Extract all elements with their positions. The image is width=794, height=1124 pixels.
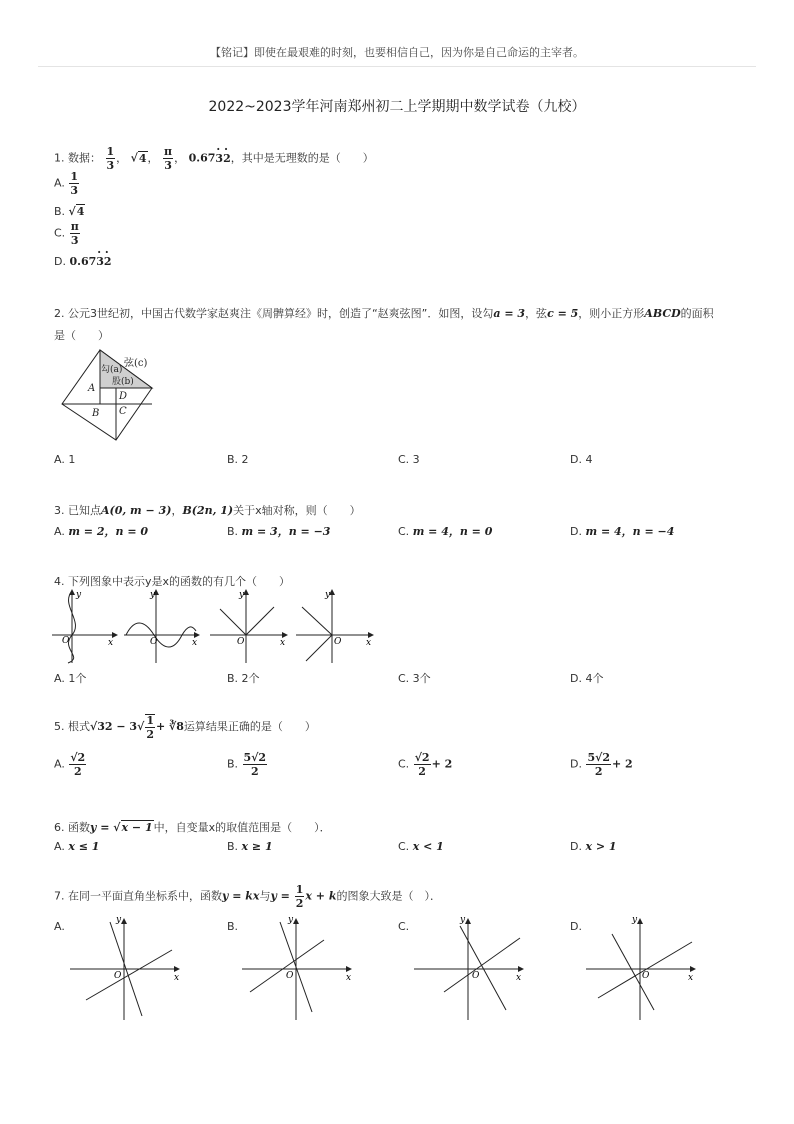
svg-text:O: O: [286, 971, 294, 981]
header-divider: [38, 66, 756, 67]
q1-frac-pi-3: $\frac{\pi}{3}$: [164, 145, 173, 172]
label-B: B: [92, 408, 100, 419]
q7-option-d[interactable]: D.: [570, 920, 582, 933]
svg-text:y: y: [239, 590, 245, 600]
svg-text:y: y: [632, 915, 638, 925]
label-gu: 股(b): [112, 377, 134, 387]
q5-option-d[interactable]: D. $\frac{5√2}{2}$ + 2: [570, 751, 633, 778]
svg-text:y: y: [460, 915, 466, 925]
zhao-shuang-figure: [58, 346, 160, 444]
label-A: A: [88, 383, 96, 394]
q4-stem: 4. 下列图象中表示y是x的函数的有几个（ ）: [54, 575, 291, 588]
label-C: C: [119, 406, 127, 417]
svg-text:x: x: [366, 638, 372, 648]
motto: 【铭记】即使在最艰难的时刻，也要相信自己，因为你是自己命运的主宰者。: [210, 46, 584, 59]
q3-stem: 3. 已知点A(0, m − 3)，B(2n, 1)关于x轴对称，则（ ）: [54, 504, 361, 517]
q7-option-b[interactable]: B.: [227, 920, 239, 933]
svg-text:O: O: [150, 637, 158, 647]
q4-option-b[interactable]: B. 2个: [227, 672, 260, 685]
q2-option-a[interactable]: A. 1: [54, 453, 76, 466]
q6-stem: 6. 函数y = √x − 1中，自变量x的取值范围是（ ）．: [54, 821, 331, 834]
q6-option-a[interactable]: A. x ≤ 1: [54, 840, 100, 853]
q3-option-d[interactable]: D. m = 4，n = −4: [570, 525, 675, 538]
q1-prefix: 1. 数据：: [54, 151, 101, 165]
q7-graph-d[interactable]: [580, 912, 702, 1022]
q4-option-c[interactable]: C. 3个: [398, 672, 431, 685]
svg-text:O: O: [472, 971, 480, 981]
q7-graph-b[interactable]: [236, 912, 358, 1022]
q6-option-d[interactable]: D. x > 1: [570, 840, 617, 853]
q1-sqrt4: √4: [130, 151, 147, 165]
svg-text:y: y: [76, 590, 82, 600]
q5-option-b[interactable]: B. $\frac{5√2}{2}$: [227, 751, 267, 778]
q7-option-a[interactable]: A.: [54, 920, 65, 933]
label-D: D: [119, 391, 128, 402]
svg-text:O: O: [62, 636, 70, 646]
q2-option-b[interactable]: B. 2: [227, 453, 249, 466]
svg-text:x: x: [192, 638, 198, 648]
q1-option-a[interactable]: A. $\frac{1}{3}$: [54, 170, 78, 197]
q3-option-a[interactable]: A. m = 2，n = 0: [54, 525, 149, 538]
q1-frac-1-3: $\frac{1}{3}$: [106, 145, 115, 172]
q4-option-a[interactable]: A. 1个: [54, 672, 87, 685]
q2-option-c[interactable]: C. 3: [398, 453, 420, 466]
q1-option-b[interactable]: B. √4: [54, 205, 85, 218]
q1-option-d[interactable]: D. 0.67· 3· 2: [54, 255, 112, 268]
q5-stem: 5. 根式√32 − 3√ $\frac{1}{2}$ + ∛8运算结果正确的是（ ）: [54, 714, 316, 741]
svg-text:O: O: [334, 637, 342, 647]
q5-option-c[interactable]: C. $\frac{√2}{2}$ + 2: [398, 751, 453, 778]
q6-option-c[interactable]: C. x < 1: [398, 840, 444, 853]
q1-option-c[interactable]: C. $\frac{\pi}{3}$: [54, 220, 79, 247]
q4-graph-1: [52, 587, 120, 665]
q7-stem: 7. 在同一平面直角坐标系中，函数y = kx与y = $\frac{1}{2}$ x + k的图象大致是（ ）．: [54, 883, 441, 910]
label-chord: 弦(c): [124, 358, 148, 369]
q4-graph-2: [124, 587, 202, 665]
q1-stem: 1. 数据： $\frac{1}{3}$ ， √4， $\frac{\pi}{3}$ ， 0.67· 3· 2，其中是无理数的是（ ）: [54, 146, 374, 171]
q1-decimal: 0.67· 3· 2: [189, 152, 231, 165]
svg-text:x: x: [280, 638, 286, 648]
svg-text:O: O: [237, 637, 245, 647]
q7-option-c[interactable]: C.: [398, 920, 410, 933]
q3-option-b[interactable]: B. m = 3，n = −3: [227, 525, 331, 538]
svg-text:y: y: [325, 590, 331, 600]
q7-graph-c[interactable]: [408, 912, 530, 1022]
svg-text:O: O: [114, 971, 122, 981]
q6-option-b[interactable]: B. x ≥ 1: [227, 840, 273, 853]
svg-text:x: x: [346, 973, 352, 983]
q1-suffix: ，其中是无理数的是（ ）: [230, 151, 374, 165]
svg-text:O: O: [642, 971, 650, 981]
q2-option-d[interactable]: D. 4: [570, 453, 593, 466]
svg-text:y: y: [288, 915, 294, 925]
q5-option-a[interactable]: A. $\frac{√2}{2}$: [54, 751, 86, 778]
q4-graph-3: [210, 587, 290, 665]
svg-text:y: y: [150, 590, 156, 600]
svg-text:x: x: [108, 638, 114, 648]
svg-text:x: x: [174, 973, 180, 983]
svg-text:x: x: [516, 973, 522, 983]
q7-graph-a[interactable]: [64, 912, 186, 1022]
q2-stem: 2. 公元3世纪初，中国古代数学家赵爽注《周髀算经》时，创造了“赵爽弦图”．如图，设勾a = 3，弦c = 5，则小正方形ABCD的面积: [54, 307, 714, 320]
svg-text:x: x: [688, 973, 694, 983]
page-title: 2022~2023学年河南郑州初二上学期期中数学试卷（九校）: [208, 99, 586, 115]
q2-stem-line2: 是（ ）: [54, 329, 109, 342]
q4-option-d[interactable]: D. 4个: [570, 672, 604, 685]
label-gou: 勾(a): [101, 365, 123, 375]
q3-option-c[interactable]: C. m = 4，n = 0: [398, 525, 493, 538]
q4-graph-4: [296, 587, 376, 665]
svg-text:y: y: [116, 915, 122, 925]
